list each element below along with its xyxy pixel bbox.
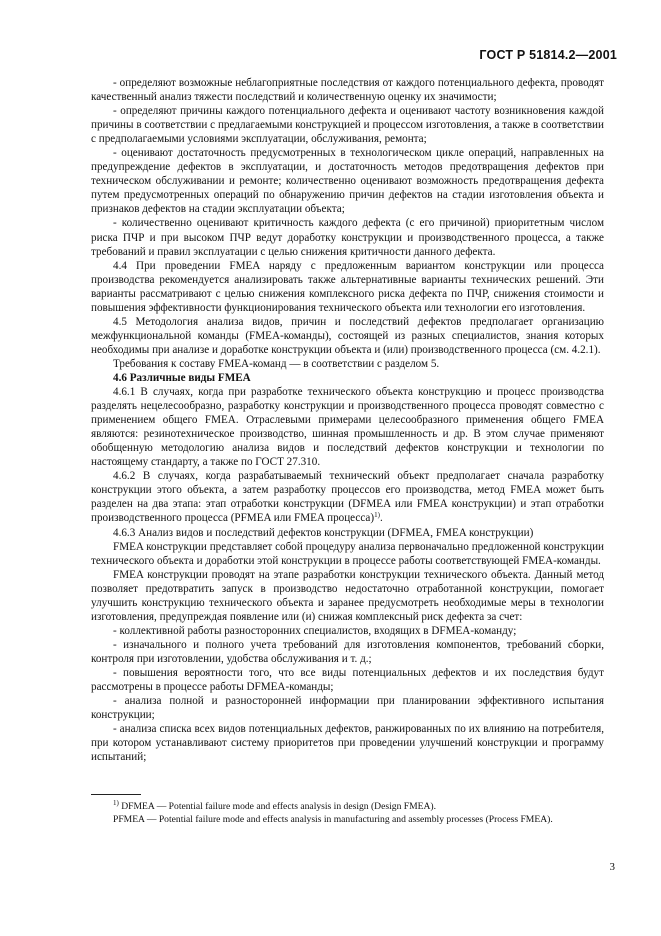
paragraph: - определяют возможные неблагоприятные последствия от каждого потенциального дефекта, проводят качественный анализ тяжести последствий и количественную оценку их значимости; (91, 77, 604, 104)
list-item: - повышения вероятности того, что все виды потенциальных дефектов и их последствия будут рассмотрены в процессе работы DFMEA-команды; (91, 666, 604, 694)
body-text (91, 76, 604, 764)
paragraph-4-6-2 (91, 469, 604, 525)
list-item: - анализа списка всех видов потенциальных дефектов, ранжированных по их влиянию на потребителя, при котором устанавливают систему приоритетов при проведении улучшений конструкции и программу испытаний; (91, 723, 604, 764)
paragraph: - оценивают достаточность предусмотренных в технологическом цикле операций, направленных на предупреждение дефектов в эксплуатации, и достаточность методов предотвращения дефектов при техническом обслуживании и ремонте; количественно оценивают возможность предотвращения дефекта путем предусмотренных операций по обнаружению причин дефектов на стадии изготовления объекта и признаков дефектов на стадии эксплуатации объекта; (91, 147, 604, 216)
paragraph: - определяют причины каждого потенциального дефекта и оценивают частоту возникновения каждой причины в соответствии с предлагаемыми конструкцией и процессом изготовления, а также в соответствии с предполагаемыми условиями эксплуатации, обслуживания, ремонта; (91, 105, 604, 146)
footnote-divider (91, 794, 141, 795)
paragraph-4-4: 4.4 При проведении FMEA наряду с предложенным вариантом конструкции или процесса производства рекомендуется анализировать также альтернативные варианты технических решений. Эти варианты рассматривают с целью снижения комплексного риска дефекта по ПЧР, снижения стоимости и повышения эффективности функционирования технического объекта или технологии его изготовления. (91, 259, 604, 314)
paragraph-4-6-1: 4.6.1 В случаях, когда при разработке технического объекта конструкцию и процесс производства разделять нецелесообразно, разработку конструкции и производственного процесса проводят совместно с применением общего FMEA. Отраслевыми примерами целесообразного применения общего FMEA являются: резинотехническое производство, шинная промышленность и др. В этом случае применяют обобщенную методологию анализа видов и последствий дефектов конструкции и технологии по настоящему стандарту, а также по ГОСТ 27.310. (91, 386, 604, 469)
paragraph-4-5: 4.5 Методология анализа видов, причин и последствий дефектов предполагает организацию межфункциональной команды (FMEA-команды), состоящей из разных специалистов, знания которых необходимы при анализе и доработке конструкции объекта и (или) производственного процесса (см. 4.2.1). (91, 315, 604, 356)
footnote-ref: 1) (374, 511, 380, 520)
paragraph: - количественно оценивают критичность каждого дефекта (с его причиной) приоритетным числом риска ПЧР и при высоком ПЧР ведут доработку конструкции и производственного процесса, а также требований и правил эксплуатации с целью снижения критичности данного дефекта. (91, 217, 604, 258)
footnote-text: DFMEA — Potential failure mode and effects analysis in design (Design FMEA). (118, 801, 437, 812)
paragraph: Требования к составу FMEA-команд — в соответствии с разделом 5. (113, 357, 440, 370)
paragraph-4-6-3: 4.6.3 Анализ видов и последствий дефектов конструкции (DFMEA, FMEA конструкции) (113, 526, 534, 539)
paragraph-4-6-2-text: 4.6.2 В случаях, когда разрабатываемый технический объект предполагает сначала разработку конструкции этого объекта, а затем разработку процессов его производства, метод FMEA может быть разделен на два этапа: этап отработки конструкции (DFMEA или FMEA конструкции) и этап отработки производственного процесса (PFMEA или FMEA процесса) (91, 470, 604, 525)
paragraph-4-6-2-end: . (379, 512, 383, 525)
footnotes (91, 800, 604, 826)
list-item: - изначального и полного учета требований для изготовления компонентов, требований сборки, контроля при изготовлении, удобства обслуживания и т. д.; (91, 638, 604, 665)
list-item: - коллективной работы разносторонних специалистов, входящих в DFMEA-команду; (113, 624, 517, 637)
paragraph: FMEA конструкции проводят на этапе разработки конструкции технического объекта. Данный метод позволяет предотвратить запуск в производство недостаточно отработанной конструкции, помогает улучшить конструкцию технического объекта и заранее предусмотреть необходимые меры в технологии изготовления, предупреждая появление или (и) снижая комплексный риск дефекта за счет: (91, 568, 604, 623)
list-item: - анализа полной и разносторонней информации при планировании эффективного испытания конструкции; (91, 695, 604, 722)
page-number: 3 (609, 861, 615, 873)
document-header: ГОСТ Р 51814.2—2001 (479, 48, 617, 62)
section-heading: 4.6 Различные виды FMEA (113, 371, 251, 384)
footnote-marker: 1) (113, 799, 119, 807)
footnote-line (91, 800, 604, 813)
footnote-line: PFMEA — Potential failure mode and effects analysis in manufacturing and assembly processes (Process FMEA). (113, 814, 553, 825)
paragraph: FMEA конструкции представляет собой процедуру анализа первоначально предложенной конструкции технического объекта и доработки этой конструкции в процессе работы соответствующей FMEA-команды. (91, 540, 604, 567)
